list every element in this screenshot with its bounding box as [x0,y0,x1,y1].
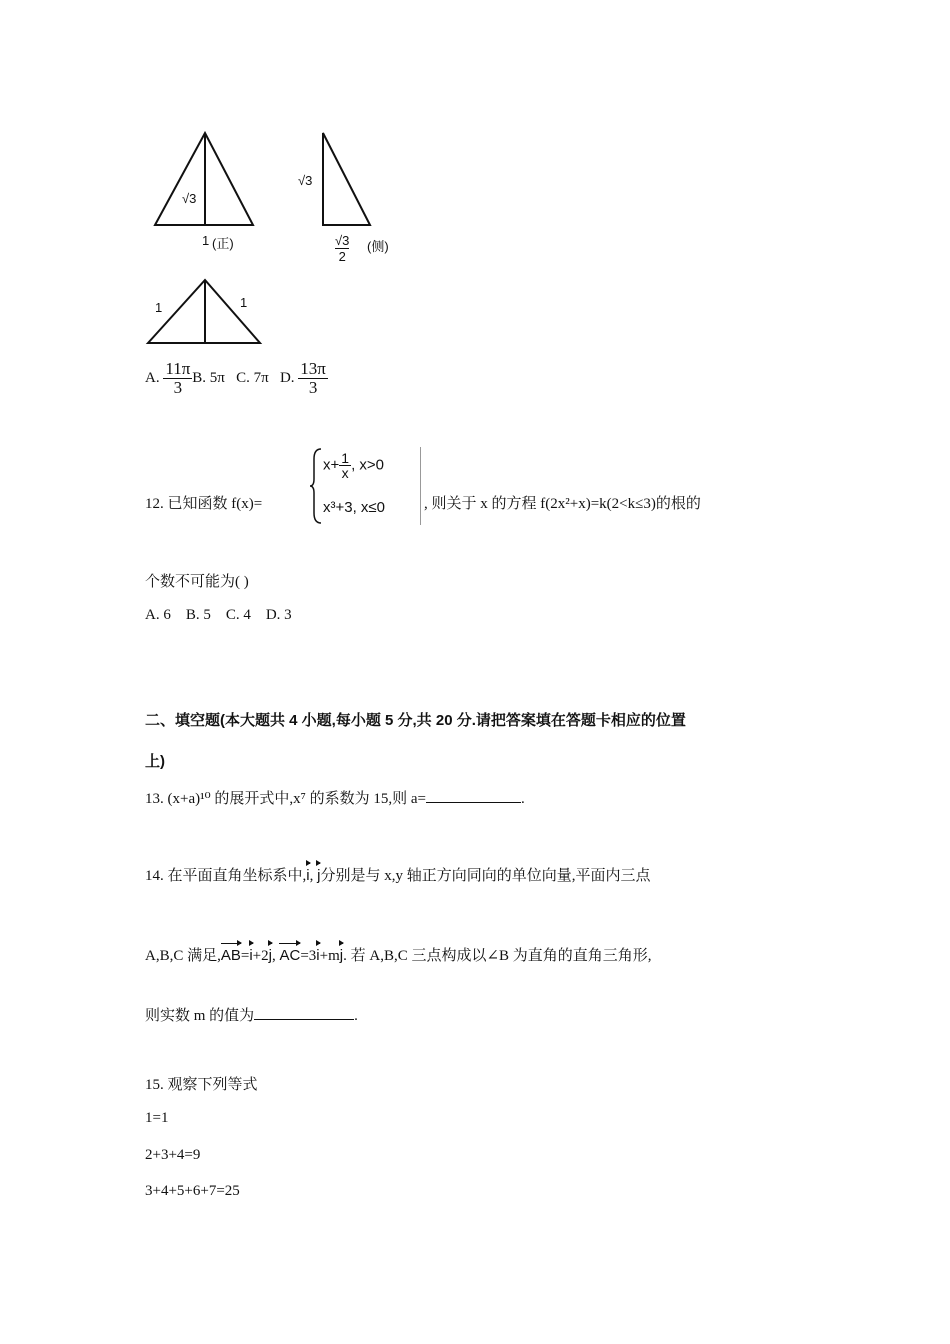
q14-line1-prefix: 14. 在平面直角坐标系中, [145,868,307,884]
q11-opt-a-prefix: A. [145,370,160,386]
q12-stem-line2: 个数不可能为( ) [145,574,249,590]
q11-opt-d-fraction [298,360,328,397]
front-view-label: (正) [212,236,234,251]
q11-opt-d-num: 13π [300,359,326,379]
q12-options: A. 6 B. 5 C. 4 D. 3 [145,607,292,623]
left-brace-icon [309,447,323,525]
vector-i-2: i [249,941,252,964]
q14-line3 [145,1004,358,1025]
top-right-label: 1 [240,295,248,310]
q14-line1: 14. 在平面直角坐标系中,i, j分别是与 x,y 轴正方向同向的单位向量,平面内三点 [145,861,650,885]
q15-stem: 15. 观察下列等式 [145,1077,258,1093]
q14-line2 [145,941,652,965]
q12-piecewise [309,447,421,525]
q14-plus2: +2 [252,948,269,964]
q11-opt-d-prefix: D. [279,370,295,386]
q14-answer-blank[interactable] [254,1005,354,1020]
top-left-label: 1 [155,300,163,315]
vector-j: j [317,861,320,884]
q12-stem-prefix: 12. 已知函数 f(x)= [145,496,263,512]
q11-opt-b: B. 5π [192,370,225,386]
vector-ac: AC [279,941,300,964]
side-base-den: 2 [338,249,346,264]
q14-end: . [354,1008,358,1024]
q11-options [145,358,328,398]
q14-line1-suffix: 分别是与 x,y 轴正方向同向的单位向量,平面内三点 [320,868,651,884]
q12-case1-num: 1 [341,450,350,466]
q11-opt-a-fraction [163,360,192,397]
q11-opt-a-num: 11π [165,359,191,379]
q12-case1-cond: , x>0 [351,456,384,474]
q13-answer-blank[interactable] [426,788,521,803]
q12-case1-fraction [339,451,351,480]
q13-end: . [520,791,525,807]
q12-case1-den: x [341,465,349,481]
q14-eq1: = [240,948,250,964]
q15-eq3: 3+4+5+6+7=25 [145,1183,240,1199]
q13 [145,787,525,808]
q12-case1 [323,451,384,480]
vector-i: i [306,861,309,884]
vector-ab: AB [221,941,241,964]
q12-case1-expr: x+ [323,456,340,474]
q12-stem-suffix: , 则关于 x 的方程 f(2x²+x)=k(2<k≤3)的根的 [424,496,701,512]
side-height-label: √3 [298,173,313,188]
q11-opt-d-den: 3 [308,378,318,398]
q15-eq1: 1=1 [145,1110,169,1126]
vector-j-2: j [269,941,272,964]
side-base-fraction [335,233,349,264]
front-height-label: √3 [182,191,197,206]
side-view-label: (侧) [367,239,389,254]
q11-opt-a-den: 3 [173,378,183,398]
three-view-drawing [140,125,405,350]
section2-heading-line2: 上) [145,753,165,770]
q14-line2-suffix: . 若 A,B,C 三点构成以∠B 为直角的直角三角形, [343,948,652,964]
q11-opt-c: C. 7π [236,370,269,386]
three-view-figure [140,125,405,350]
section2-heading-line1: 二、填空题(本大题共 4 小题,每小题 5 分,共 20 分.请把答案填在答题卡相应的位置 [145,712,686,729]
front-base-label: 1 [202,233,210,248]
vector-i-3: i [316,941,319,964]
q14-line2-prefix: A,B,C 满足, [145,948,221,964]
vector-j-3: j [340,941,343,964]
q15-eq2: 2+3+4=9 [145,1147,201,1163]
q12-case2: x³+3, x≤0 [323,499,386,516]
q14-plusm: +m [319,948,340,964]
q14-comma: , [271,948,276,964]
side-base-num: √3 [335,233,350,248]
q14-eq3: =3 [300,948,317,964]
q14-line3-text: 则实数 m 的值为 [145,1008,255,1024]
side-view-triangle [323,133,370,225]
q13-text: 13. (x+a)¹⁰ 的展开式中,x⁷ 的系数为 15,则 a= [145,791,426,807]
q12-piece-border [420,447,421,525]
